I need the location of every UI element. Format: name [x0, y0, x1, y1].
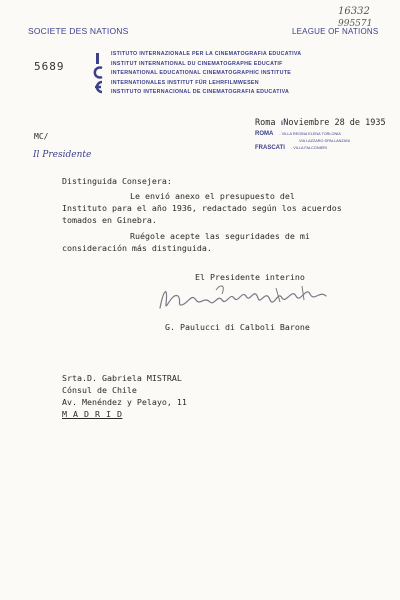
- recipient-line: Cónsul de Chile: [62, 385, 137, 395]
- date: Noviembre 28 de 1935: [283, 118, 386, 128]
- recipient-line: Av. Menéndez y Pelayo, 11: [62, 397, 187, 407]
- body-line: tomados en Ginebra.: [62, 215, 157, 225]
- roma-label: ROMA: [255, 131, 274, 137]
- frascati-label: FRASCATI: [255, 145, 285, 151]
- institute-line-de: INTERNATIONALES INSTITUT FÜR LEHRFILMWESEN: [111, 79, 259, 86]
- stamp-number: 5689: [34, 60, 65, 73]
- body-line: consideración más distinguida.: [62, 243, 212, 253]
- closing-title: El Presidente interino: [195, 272, 305, 282]
- body-line: Le envió anexo el presupuesto del: [130, 191, 295, 201]
- frascati-detail: - VILLA FALCONIERI: [290, 146, 327, 150]
- city: Roma: [255, 118, 276, 128]
- institute-line-it: ISTITUTO INTERNAZIONALE PER LA CINEMATOGRAFIA EDUCATIVA: [111, 51, 302, 57]
- institute-logo-icon: [91, 52, 105, 94]
- handwritten-archive-number-2: 995571: [338, 19, 373, 29]
- institute-line-es: INSTITUTO INTERNACIONAL DE CINEMATOGRAFIA EDUCATIVA: [111, 89, 290, 96]
- institute-names: [111, 50, 301, 98]
- place-and-date: [255, 118, 386, 128]
- league-of-nations-heading: LEAGUE OF NATIONS: [292, 27, 379, 36]
- recipient-city: M A D R I D: [62, 409, 123, 419]
- roma-detail: - VILLA REGINA ELENA TORLONIA: [279, 132, 341, 136]
- office-addresses: [255, 131, 350, 152]
- date-prefix: li: [280, 121, 284, 127]
- signatory-name: G. Paulucci di Calboli Barone: [165, 322, 310, 332]
- signature-image: [156, 282, 336, 316]
- recipient-line: Srta.D. Gabriela MISTRAL: [62, 373, 182, 383]
- roma-detail-2: VIA LAZZARO SPALLANZANI: [299, 139, 350, 143]
- institute-line-en: INTERNATIONAL EDUCATIONAL CINEMATOGRAPHIC INSTITUTE: [111, 70, 292, 77]
- institute-line-fr: INSTITUT INTERNATIONAL DU CINEMATOGRAPHE EDUCATIF: [111, 60, 283, 67]
- body-line: Instituto para el año 1936, redactado según los acuerdos: [62, 203, 342, 213]
- body-line: Ruégole acepte las seguridades de mi: [130, 231, 310, 241]
- societe-des-nations-heading: SOCIETE DES NATIONS: [28, 26, 129, 36]
- office-title: Il Presidente: [33, 150, 92, 160]
- handwritten-archive-number: 16332: [338, 6, 370, 17]
- salutation: Distinguida Consejera:: [62, 176, 172, 186]
- reference-code: MC/: [34, 132, 49, 141]
